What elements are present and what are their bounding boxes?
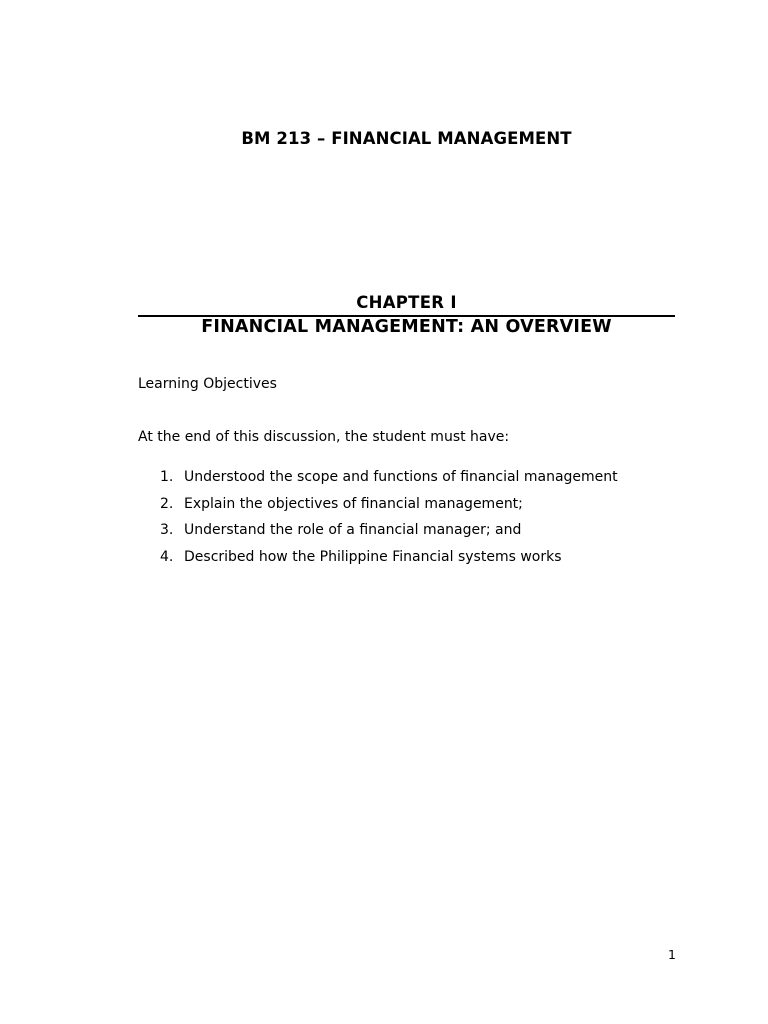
list-item-number: 3.: [160, 522, 174, 538]
list-item: [160, 519, 618, 546]
objectives-list: [160, 466, 618, 572]
list-item-text: Explain the objectives of financial management;: [184, 495, 523, 512]
page-number: 1: [668, 947, 676, 962]
list-item: [160, 466, 618, 493]
list-item-text: Understand the role of a financial manager; and: [184, 522, 522, 538]
list-item-text: Described how the Philippine Financial systems works: [184, 548, 562, 565]
chapter-label: CHAPTER I: [356, 293, 457, 312]
list-item-number: 2.: [160, 495, 174, 512]
chapter-title: FINANCIAL MANAGEMENT: AN OVERVIEW: [201, 317, 612, 337]
list-item: [160, 546, 618, 573]
intro-text: At the end of this discussion, the student must have:: [138, 429, 510, 445]
list-item-text: Understood the scope and functions of financial management: [184, 469, 618, 485]
course-title: BM 213 – FINANCIAL MANAGEMENT: [241, 129, 572, 148]
list-item-number: 4.: [160, 548, 174, 565]
list-item: [160, 493, 618, 520]
section-label: Learning Objectives: [138, 376, 277, 392]
list-item-number: 1.: [160, 469, 174, 485]
